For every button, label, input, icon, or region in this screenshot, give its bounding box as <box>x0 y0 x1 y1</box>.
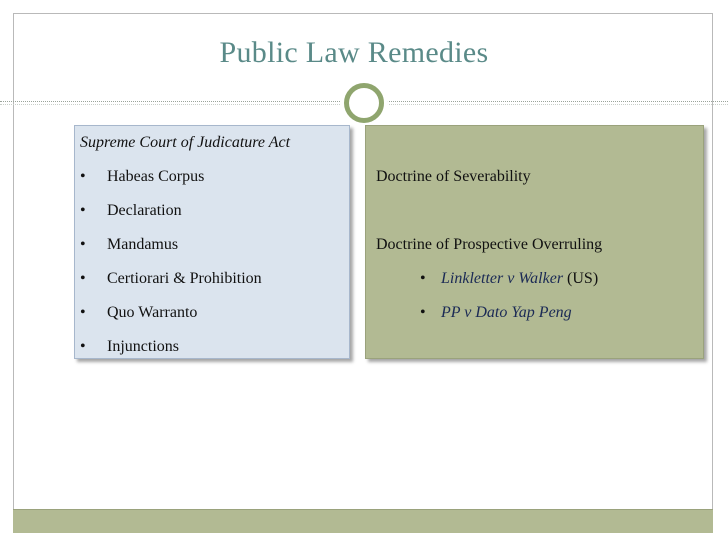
bullet-icon: • <box>420 304 426 321</box>
remedy-item: Mandamus <box>107 236 179 253</box>
bullet-icon: • <box>80 202 86 219</box>
doctrine-prospective-overruling: Doctrine of Prospective Overruling <box>376 236 603 253</box>
case-name: Linkletter v Walker <box>441 270 564 287</box>
footer-bar <box>13 509 713 533</box>
remedy-item: Declaration <box>107 202 182 219</box>
bullet-icon: • <box>420 270 426 287</box>
bullet-icon: • <box>80 270 86 287</box>
case-name: PP v Dato Yap Peng <box>441 304 572 321</box>
bullet-icon: • <box>80 236 86 253</box>
doctrine-severability: Doctrine of Severability <box>376 168 531 185</box>
slide-title: Public Law Remedies <box>219 36 489 69</box>
case-citation <box>441 304 572 322</box>
case-jurisdiction: (US) <box>563 270 599 287</box>
remedy-item: Quo Warranto <box>107 304 198 321</box>
remedy-item: Certiorari & Prohibition <box>107 270 262 287</box>
bullet-icon: • <box>80 304 86 321</box>
bullet-icon: • <box>80 168 86 185</box>
bullet-icon: • <box>80 338 86 355</box>
remedy-item: Habeas Corpus <box>107 168 205 185</box>
case-citation <box>441 270 598 288</box>
remedy-item: Injunctions <box>107 338 179 355</box>
act-heading: Supreme Court of Judicature Act <box>80 134 291 151</box>
ring-ornament-icon <box>344 83 384 123</box>
